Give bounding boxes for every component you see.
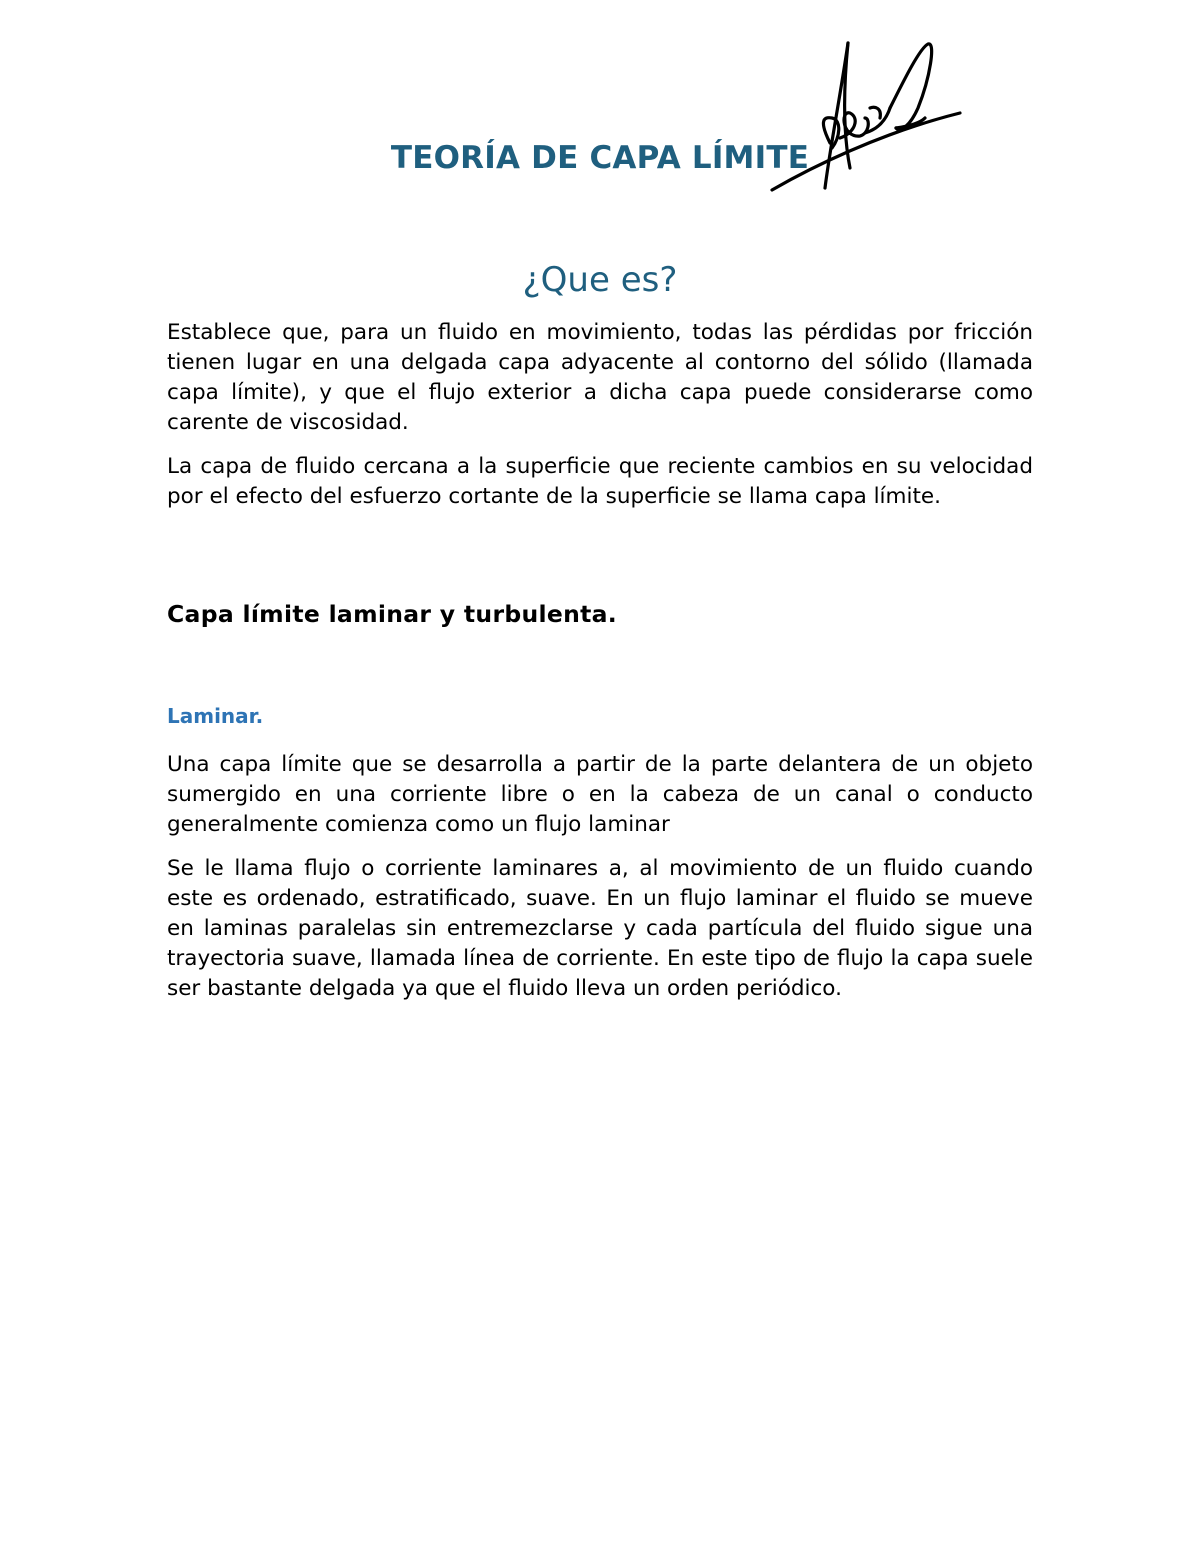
paragraph-laminar-flow: Se le llama flujo o corriente laminares a, al movimiento de un fluido cuando este es ordenado, estratificado, suave. En un flujo laminar el fluido se mueve en laminas paralelas sin entremezclarse y cada partícula del fluido sigue una trayectoria suave, llamada línea de corriente. En este tipo de flujo la capa suele ser bastante delgada ya que el fluido lleva un orden periódico.: [167, 856, 1033, 1001]
handwritten-signature: [770, 38, 965, 198]
paragraph-definition: Establece que, para un fluido en movimiento, todas las pérdidas por fricción tienen lugar en una delgada capa adyacente al contorno del sólido (llamada capa límite), y que el flujo exterior a dicha capa puede considerarse como carente de viscosidad.: [167, 320, 1033, 435]
paragraph-laminar-start: Una capa límite que se desarrolla a partir de la parte delantera de un objeto sumergido en una corriente libre o en la cabeza de un canal o conducto generalmente comienza como un flujo laminar: [167, 752, 1033, 837]
question-heading: ¿Que es?: [522, 260, 678, 300]
document-title: TEORÍA DE CAPA LÍMITE: [390, 140, 810, 176]
section-heading: Capa límite laminar y turbulenta.: [167, 600, 618, 628]
paragraph-boundary-layer: La capa de fluido cercana a la superficie que reciente cambios en su velocidad por el efecto del esfuerzo cortante de la superficie se llama capa límite.: [167, 454, 1033, 509]
subsection-heading-laminar: Laminar.: [167, 704, 264, 728]
